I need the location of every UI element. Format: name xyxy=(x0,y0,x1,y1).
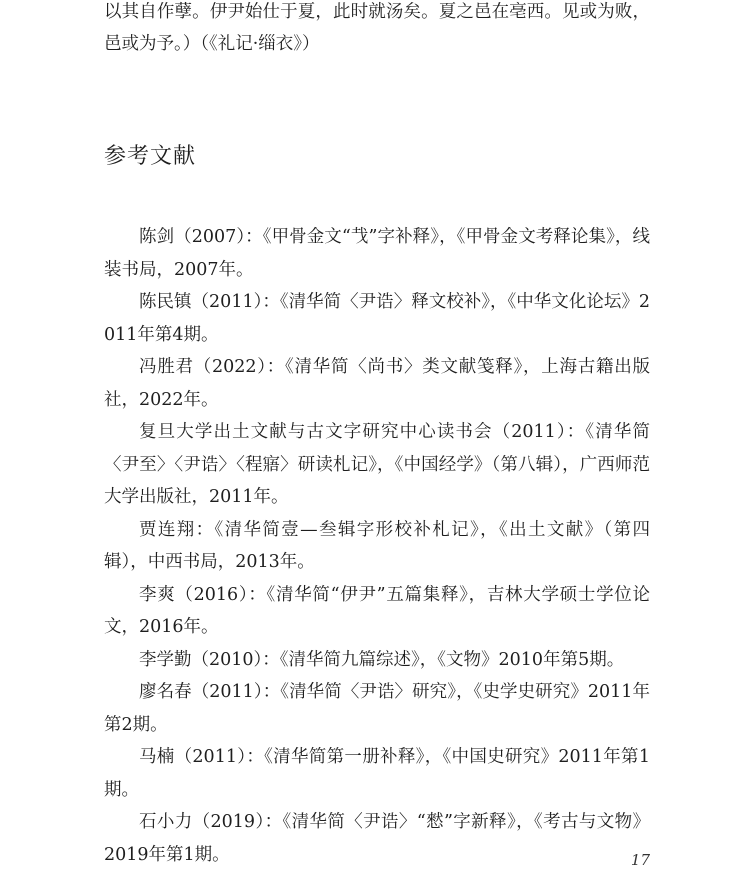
reference-entry: 复旦大学出土文献与古文字研究中心读书会（2011）：《清华简〈尹至〉〈尹诰〉〈程寤〉研读札记》，《中国经学》（第八辑），广西师范大学出版社，2011年。 xyxy=(104,422,650,507)
body-paragraph: 以其自作孽。伊尹始仕于夏，此时就汤矣。夏之邑在亳西。见或为败，邑或为予。）（《礼记·缁衣》） xyxy=(104,2,650,54)
reference-entry: 贾连翔：《清华简壹—叁辑字形校补札记》，《出土文献》（第四辑），中西书局，2013年。 xyxy=(104,519,650,572)
reference-entry: 李爽（2016）：《清华简“伊尹”五篇集释》，吉林大学硕士学位论文，2016年。 xyxy=(104,584,650,637)
page-number: 17 xyxy=(630,851,650,869)
reference-entry: 陈民镇（2011）：《清华简〈尹诰〉释文校补》，《中华文化论坛》2011年第4期。 xyxy=(104,292,650,345)
reference-entry: 廖名春（2011）：《清华简〈尹诰〉研究》，《史学史研究》2011年第2期。 xyxy=(104,682,650,735)
reference-list xyxy=(104,221,650,871)
reference-entry: 石小力（2019）：《清华简〈尹诰〉“憖”字新释》，《考古与文物》2019年第1期。 xyxy=(104,812,650,865)
reference-entry: 李学勤（2010）：《清华简九篇综述》，《文物》2010年第5期。 xyxy=(139,649,625,670)
reference-entry: 马楠（2011）：《清华简第一册补释》，《中国史研究》2011年第1期。 xyxy=(104,747,650,800)
reference-entry: 冯胜君（2022）：《清华简〈尚书〉类文献笺释》，上海古籍出版社，2022年。 xyxy=(104,357,650,410)
section-title: 参考文献 xyxy=(104,144,197,169)
reference-entry: 陈剑（2007）：《甲骨金文“𢦏”字补释》，《甲骨金文考释论集》，线装书局，2007年。 xyxy=(104,227,650,280)
